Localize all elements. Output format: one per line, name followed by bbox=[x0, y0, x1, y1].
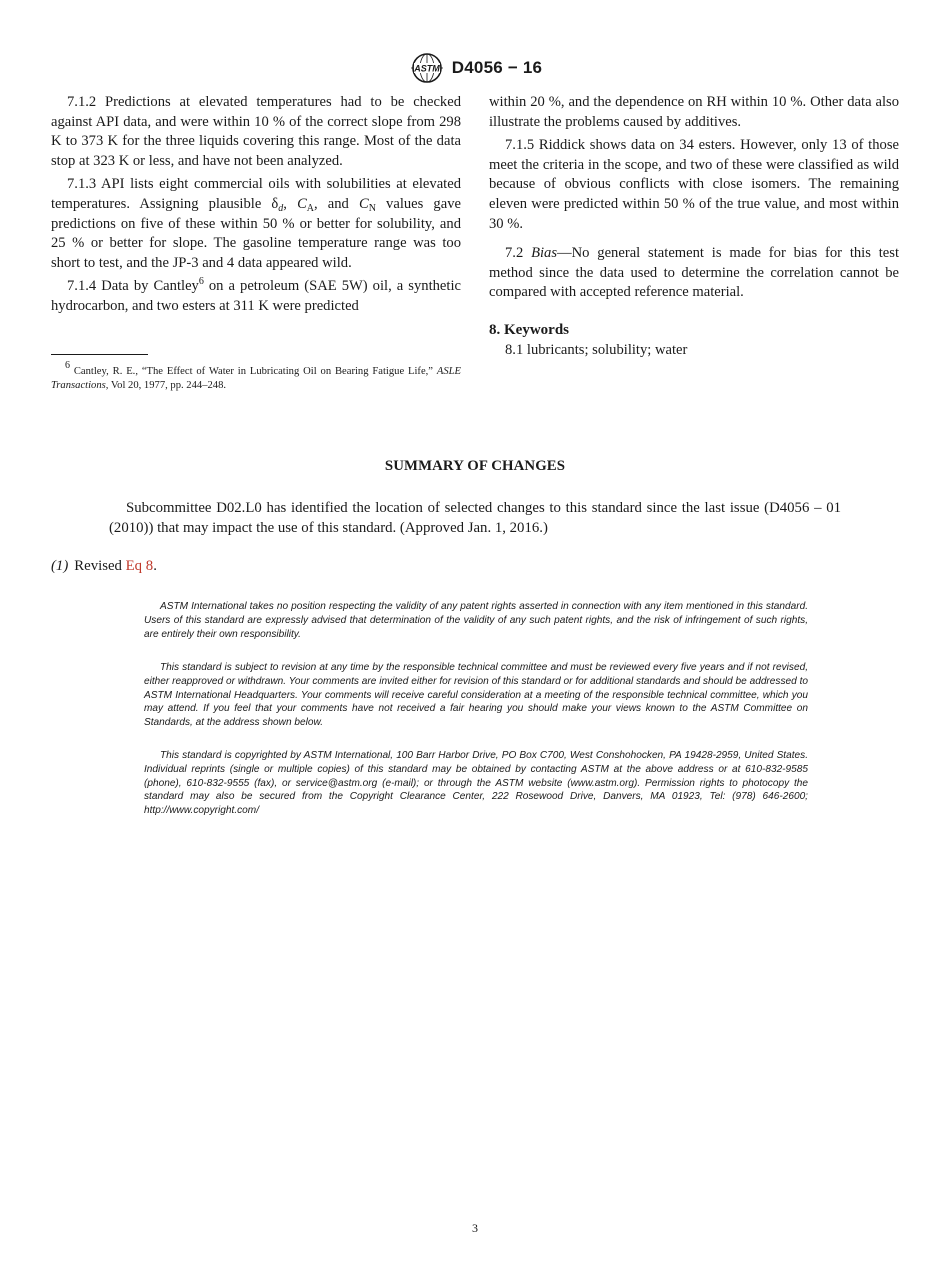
document-id: D4056 − 16 bbox=[451, 58, 543, 77]
footnote-divider bbox=[51, 354, 148, 355]
page-header bbox=[0, 52, 950, 84]
paragraph-7-1-5: 7.1.5 Riddick shows data on 34 esters. However, only 13 of those meet the criteria in the scope, and two of these were classified as wild because of obvious conflicts with close isomers. The remaining eleven were predicted within 50 % of the true value, and most within 30 %. bbox=[489, 137, 899, 232]
page-number: 3 bbox=[472, 1221, 478, 1235]
footnote: $^6$ Cantley, R. E., “The Effect of Water in Lubricating Oil on Bearing Fatigue Life,” ASLE Transactions, Vol 20, 1977, pp. 244–248. bbox=[51, 360, 461, 392]
paragraph-8-1: 8.1 lubricants; solubility; water bbox=[505, 341, 688, 358]
paragraph-7-2: 7.2 Bias—No general statement is made for bias for this test method since the data used to determine the correlation cannot be compared with accepted reference material. bbox=[489, 245, 899, 301]
footnote-reference[interactable]: 6 bbox=[198, 276, 204, 288]
patent-notice: ASTM International takes no position respecting the validity of any patent rights asserted in connection with any item mentioned in this standard. Users of this standard are expressly advised that determination of the validity of any such patent rights, and the risk of infringement of such rights, are entirely their own responsibility. bbox=[144, 601, 808, 640]
summary-of-changes-body: Subcommittee D02.L0 has identified the location of selected changes to this standard since the last issue (D4056 – 01 (2010)) that may impact the use of this standard. (Approved Jan. 1, 2016.) bbox=[109, 500, 841, 536]
copyright-notice: This standard is copyrighted by ASTM International, 100 Barr Harbor Drive, PO Box C700, West Conshohocken, PA 19428-2959, United States. Individual reprints (single or multiple copies) of this standard may be obtained by contacting ASTM at the above address or at 610-832-9585 (phone), 610-832-9555 (fax), or service@astm.org (e-mail); or through the ASTM website (www.astm.org). Permission rights to photocopy the standard may also be secured from the Copyright Clearance Center, 222 Rosewood Drive, Danvers, MA 01923, Tel: (978) 646-2600; http://www.copyright.com/ bbox=[144, 750, 808, 817]
revision-notice: This standard is subject to revision at any time by the responsible technical committee and must be reviewed every five years and if not revised, either reapproved or withdrawn. Your comments are invited either for revision of this standard or for additional standards and should be addressed to ASTM International Headquarters. Your comments will receive careful consideration at a meeting of the responsible technical committee, which you may attend. If you feel that your comments have not received a fair hearing you should make your views known to the ASTM Committee on Standards, at the address shown below. bbox=[144, 662, 808, 729]
change-item-number: (1) bbox=[51, 558, 69, 574]
astm-logo-icon bbox=[408, 52, 446, 84]
right-column bbox=[489, 93, 899, 360]
equation-link[interactable]: Eq 8 bbox=[125, 558, 154, 574]
change-list-item: (1) Revised Eq 8. bbox=[51, 558, 157, 574]
section-heading-keywords: 8. Keywords bbox=[489, 321, 569, 338]
summary-of-changes-title: SUMMARY OF CHANGES bbox=[384, 458, 566, 474]
journal-title: ASLE Transactions, bbox=[51, 366, 461, 392]
left-column bbox=[51, 93, 461, 317]
paragraph-7-1-2: 7.1.2 Predictions at elevated temperatures had to be checked against API data, and were within 10 % of the correct slope from 298 K to 373 K for the three liquids covering this range. Most of the data stop at 323 K or less, and have not been analyzed. bbox=[51, 94, 461, 169]
paragraph-7-1-3: 7.1.3 API lists eight commercial oils with solubilities at elevated temperatures. Assigning plausible $\delta_d$, $C_A$, and $C_N$ values gave predictions on five of these within 50 % or better for solubility, and 25 % or better for slope. The gasoline temperature range was too short to test, and the JP-3 and 4 data appeared wild. bbox=[51, 176, 461, 271]
paragraph-7-1-4-continued: within 20 %, and the dependence on RH within 10 %. Other data also illustrate the problems caused by additives. bbox=[489, 94, 899, 130]
footnote-marker: 6 bbox=[65, 360, 70, 371]
paragraph-7-1-4: 7.1.4 Data by Cantley$^6$ on a petroleum (SAE 5W) oil, a synthetic hydrocarbon, and two esters at 311 K were predicted bbox=[51, 276, 461, 314]
logo-text: ASTM bbox=[414, 63, 440, 74]
